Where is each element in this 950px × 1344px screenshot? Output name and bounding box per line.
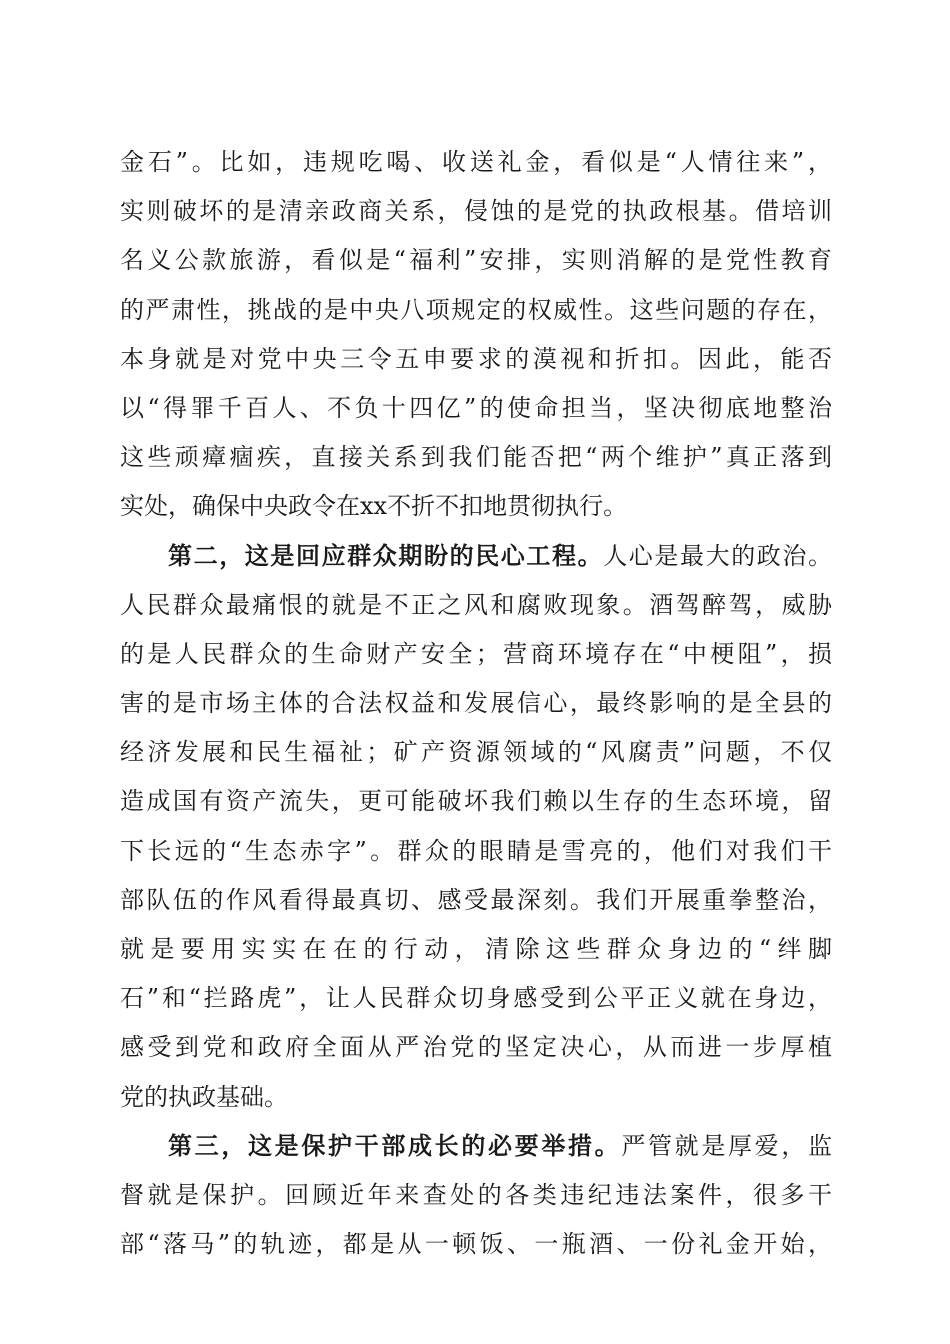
text-line: 以“得罪千百人、不负十四亿”的使命担当，坚决彻底地整治 [120, 393, 832, 422]
text-line: 害的是市场主体的合法权益和发展信心，最终影响的是全县的 [120, 689, 832, 718]
section-heading-2: 第二，这是回应群众期盼的民心工程。 [168, 541, 604, 570]
text-line: 党的执政基础。 [120, 1082, 288, 1111]
text-line: 部“落马”的轨迹，都是从一顿饭、一瓶酒、一份礼金开始， [120, 1230, 832, 1259]
text-line: 的是人民群众的生命财产安全；营商环境存在“中梗阻”，损 [120, 639, 832, 668]
text-line: 名义公款旅游，看似是“福利”安排，实则消解的是党性教育 [120, 246, 832, 275]
text-line: 人民群众最痛恨的就是不正之风和腐败现象。酒驾醉驾，威胁 [120, 590, 832, 619]
text-line: 造成国有资产流失，更可能破坏我们赖以生存的生态环境，留 [120, 787, 832, 816]
text-line: 部队伍的作风看得最真切、感受最深刻。我们开展重拳整治， [120, 885, 832, 914]
paragraph-1 [120, 138, 832, 532]
text-line: 这些顽瘴痼疾，直接关系到我们能否把“两个维护”真正落到 [120, 443, 832, 472]
text-run: 人心是最大的政治。 [603, 541, 832, 570]
text-line: 感受到党和政府全面从严治党的坚定决心，从而进一步厚植 [120, 1033, 832, 1062]
document-body [120, 138, 832, 1269]
text-line: 实处，确保中央政令在xx不折不扣地贯彻执行。 [120, 492, 628, 521]
text-line: 的严肃性，挑战的是中央八项规定的权威性。这些问题的存在， [120, 295, 832, 324]
text-line: 金石”。比如，违规吃喝、收送礼金，看似是“人情往来”， [120, 148, 832, 176]
paragraph-first-line [120, 532, 832, 581]
text-line: 本身就是对党中央三令五申要求的漠视和折扣。因此，能否 [120, 344, 832, 373]
text-line: 经济发展和民生福祉；矿产资源领域的“风腐责”问题，不仅 [120, 738, 832, 767]
paragraph-2 [120, 532, 832, 1122]
text-line: 督就是保护。回顾近年来查处的各类违纪违法案件，很多干 [120, 1180, 832, 1209]
text-line: 下长远的“生态赤字”。群众的眼睛是雪亮的，他们对我们干 [120, 836, 832, 865]
text-line: 石”和“拦路虎”，让人民群众切身感受到公平正义就在身边， [120, 984, 832, 1013]
paragraph-3 [120, 1122, 832, 1270]
text-line: 就是要用实实在在的行动，清除这些群众身边的“绊脚 [120, 935, 832, 963]
paragraph-first-line [120, 1122, 832, 1171]
text-run: 严管就是厚爱，监 [621, 1131, 832, 1160]
section-heading-3: 第三，这是保护干部成长的必要举措。 [168, 1131, 622, 1160]
text-line: 实则破坏的是清亲政商关系，侵蚀的是党的执政根基。借培训 [120, 197, 832, 226]
